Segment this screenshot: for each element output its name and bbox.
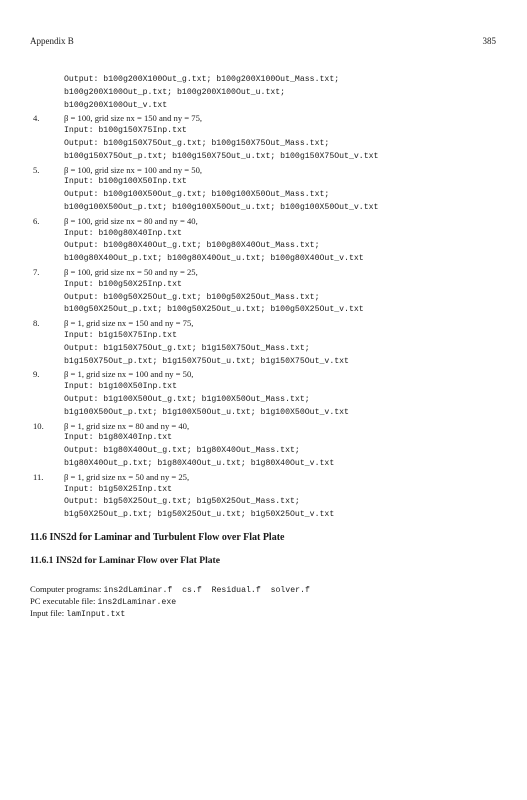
output-line: Output: b100g50X25Out_g.txt; b100g50X25Out_Mass.txt; — [64, 292, 320, 302]
input-file-line — [30, 607, 496, 619]
output-line: b100g150X75Out_p.txt; b100g150X75Out_u.txt; b100g150X75Out_v.txt — [64, 151, 379, 161]
input-line: Input: b100g100X50Inp.txt — [64, 177, 187, 187]
executable-label: PC executable file: — [30, 596, 98, 607]
output-line: Output: b100g80X40Out_g.txt; b100g80X40Out_Mass.txt; — [64, 241, 320, 251]
item-number: 11. — [33, 471, 44, 482]
list-item — [30, 164, 496, 215]
executable-value: ins2dLaminar.exe — [97, 598, 177, 608]
subsection-heading: 11.6.1 INS2d for Laminar Flow over Flat Plate — [30, 554, 221, 566]
file-list — [30, 583, 496, 620]
item-number: 8. — [33, 318, 40, 329]
programs-line — [30, 583, 496, 595]
list-item — [30, 266, 496, 317]
item-number: 9. — [33, 369, 40, 380]
list-item — [30, 112, 496, 163]
output-line: b1g50X25Out_p.txt; b1g50X25Out_u.txt; b1g50X25Out_v.txt — [64, 510, 335, 520]
item-number: 10. — [33, 420, 44, 431]
condition-line: β = 100, grid size nx = 50 and ny = 25, — [64, 266, 198, 277]
output-line: Output: b100g200X100Out_g.txt; b100g200X100Out_Mass.txt; — [64, 75, 340, 84]
output-line: b1g100X50Out_p.txt; b1g100X50Out_u.txt; b1g100X50Out_v.txt — [64, 407, 349, 417]
input-line: Input: b1g100X50Inp.txt — [64, 382, 178, 392]
condition-line: β = 1, grid size nx = 100 and ny = 50, — [64, 369, 194, 380]
condition-line: β = 1, grid size nx = 80 and ny = 40, — [64, 420, 190, 431]
output-line: b1g150X75Out_p.txt; b1g150X75Out_u.txt; b1g150X75Out_v.txt — [64, 356, 349, 366]
item-number: 6. — [33, 215, 40, 226]
output-line: b100g100X50Out_p.txt; b100g100X50Out_u.txt; b100g100X50Out_v.txt — [64, 202, 379, 212]
input-line: Input: b1g80X40Inp.txt — [64, 433, 173, 443]
output-line: b1g80X40Out_p.txt; b1g80X40Out_u.txt; b1g80X40Out_v.txt — [64, 458, 335, 468]
input-line: Input: b100g150X75Inp.txt — [64, 126, 187, 136]
programs-label: Computer programs: — [30, 583, 104, 594]
section-heading: 11.6 INS2d for Laminar and Turbulent Flow over Flat Plate — [30, 531, 285, 543]
document-page — [30, 36, 496, 619]
output-line: b100g200X100Out_v.txt — [64, 100, 168, 110]
input-line: Input: b1g50X25Inp.txt — [64, 484, 173, 494]
input-file-label: Input file: — [30, 608, 67, 619]
condition-line: β = 100, grid size nx = 150 and ny = 75, — [64, 113, 203, 124]
output-line: Output: b1g100X50Out_g.txt; b1g100X50Out_Mass.txt; — [64, 394, 310, 404]
page-header — [30, 36, 496, 49]
page-number: 385 — [482, 36, 496, 46]
output-line: Output: b1g50X25Out_g.txt; b1g50X25Out_Mass.txt; — [64, 497, 300, 507]
input-line: Input: b1g150X75Inp.txt — [64, 330, 178, 340]
output-line: Output: b1g80X40Out_g.txt; b1g80X40Out_Mass.txt; — [64, 446, 300, 456]
list-item — [30, 368, 496, 419]
input-line: Input: b100g50X25Inp.txt — [64, 279, 182, 289]
condition-line: β = 1, grid size nx = 150 and ny = 75, — [64, 318, 194, 329]
item-number: 7. — [33, 266, 40, 277]
condition-line: β = 1, grid size nx = 50 and ny = 25, — [64, 471, 190, 482]
input-file-value: lamInput.txt — [66, 610, 126, 620]
item-number: 4. — [33, 113, 40, 124]
output-line: Output: b1g150X75Out_g.txt; b1g150X75Out_Mass.txt; — [64, 343, 310, 353]
output-line: Output: b100g100X50Out_g.txt; b100g100X50Out_Mass.txt; — [64, 190, 330, 200]
output-line: b100g80X40Out_p.txt; b100g80X40Out_u.txt; b100g80X40Out_v.txt — [64, 254, 364, 264]
output-line: b100g200X100Out_p.txt; b100g200X100Out_u.txt; — [64, 87, 286, 97]
list-item — [30, 420, 496, 471]
condition-line: β = 100, grid size nx = 100 and ny = 50, — [64, 164, 203, 175]
output-line: b100g50X25Out_p.txt; b100g50X25Out_u.txt; b100g50X25Out_v.txt — [64, 305, 364, 315]
list-item — [30, 471, 496, 522]
list-item — [30, 317, 496, 368]
output-line: Output: b100g150X75Out_g.txt; b100g150X75Out_Mass.txt; — [64, 138, 330, 148]
list-item — [30, 215, 496, 266]
continued-item — [30, 74, 496, 112]
running-head: Appendix B — [30, 36, 74, 46]
condition-line: β = 100, grid size nx = 80 and ny = 40, — [64, 215, 198, 226]
programs-value: ins2dLaminar.f cs.f Residual.f solver.f — [103, 585, 310, 595]
executable-line — [30, 595, 496, 607]
page-body — [30, 74, 496, 619]
item-number: 5. — [33, 164, 40, 175]
input-line: Input: b100g80X40Inp.txt — [64, 228, 182, 238]
